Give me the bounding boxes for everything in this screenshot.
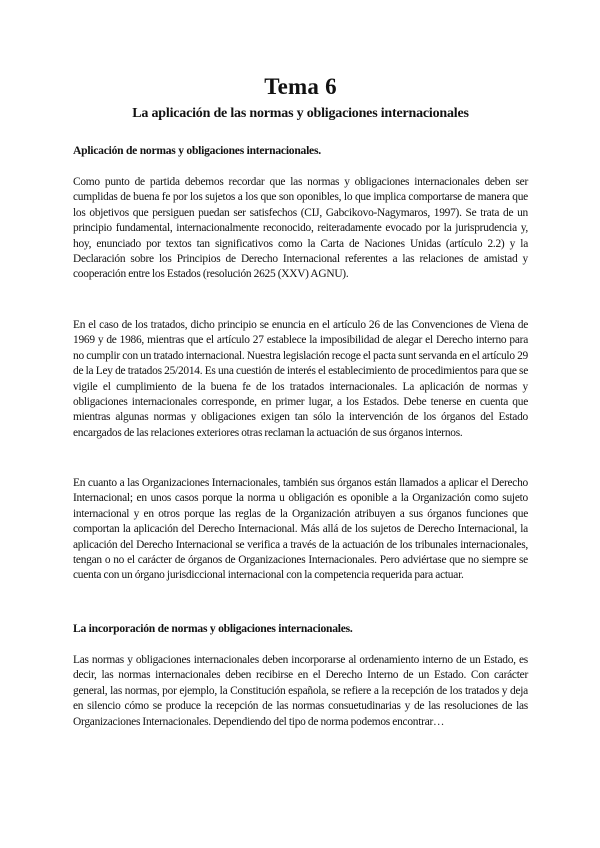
section-heading-incorporacion: La incorporación de normas y obligaciones internacionales. — [73, 622, 353, 635]
page-title: Tema 6 — [264, 74, 337, 99]
page-subtitle: La aplicación de las normas y obligaciones internacionales — [132, 106, 469, 121]
section-heading-aplicacion: Aplicación de normas y obligaciones internacionales. — [73, 144, 321, 157]
paragraph: En cuanto a las Organizaciones Internacionales, también sus órganos están llamados a aplicar el Derecho Internacional; en unos casos porque la norma u obligación es oponible a la Organización como sujeto internacional y en otros porque las reglas de la Organización atribuyen a sus órganos funciones que comportan la aplicación del Derecho Internacional. Más allá de los sujetos de Derecho Internacional, la aplicación del Derecho Internacional se verifica a través de la actuación de los tribunales internacionales, tengan o no el carácter de órganos de Organizaciones Internacionales. Pero adviértase que no siempre se cuenta con un órgano jurisdiccional internacional con la competencia requerida para actuar. — [73, 477, 528, 582]
paragraph: En el caso de los tratados, dicho principio se enuncia en el artículo 26 de las Convenciones de Viena de 1969 y de 1986, mientras que el artículo 27 establece la imposibilidad de alegar el Derecho interno para no cumplir con un tratado internacional. Nuestra legislación recoge el pacta sunt servanda en el artículo 29 de la Ley de tratados 25/2014. Es una cuestión de interés el establecimiento de procedimientos para que se vigile el cumplimiento de la buena fe de los tratados internacionales. La aplicación de normas y obligaciones internacionales corresponde, en primer lugar, a los Estados. Debe tenerse en cuenta que mientras algunas normas y obligaciones exigen tan sólo la intervención de los órganos del Estado encargados de las relaciones exteriores otras reclaman la actuación de sus órganos internos. — [73, 319, 528, 439]
paragraph: Las normas y obligaciones internacionales deben incorporarse al ordenamiento interno de un Estado, es decir, las normas internacionales deben recibirse en el Derecho Interno de un Estado. Con carácter general, las normas, por ejemplo, la Constitución española, se refiere a la recepción de los tratados y deja en silencio cómo se produce la recepción de las normas consuetudinarias y de las resoluciones de las Organizaciones Internacionales. Dependiendo del tipo de norma podemos encontrar… — [73, 654, 528, 728]
paragraph: Como punto de partida debemos recordar que las normas y obligaciones internacionales deben ser cumplidas de buena fe por los sujetos a los que son oponibles, lo que implica comportarse de manera que los objetivos que persiguen puedan ser satisfechos (CIJ, Gabcikovo-Nagymaros, 1997). Se trata de un principio fundamental, internacionalmente reconocido, reiteradamente evocado por la jurisprudencia y, hoy, enunciado por textos tan significativos como la Carta de Naciones Unidas (artículo 2.2) y la Declaración sobre los Principios de Derecho Internacional referentes a las relaciones de amistad y cooperación entre los Estados (resolución 2625 (XXV) AGNU). — [73, 176, 528, 281]
